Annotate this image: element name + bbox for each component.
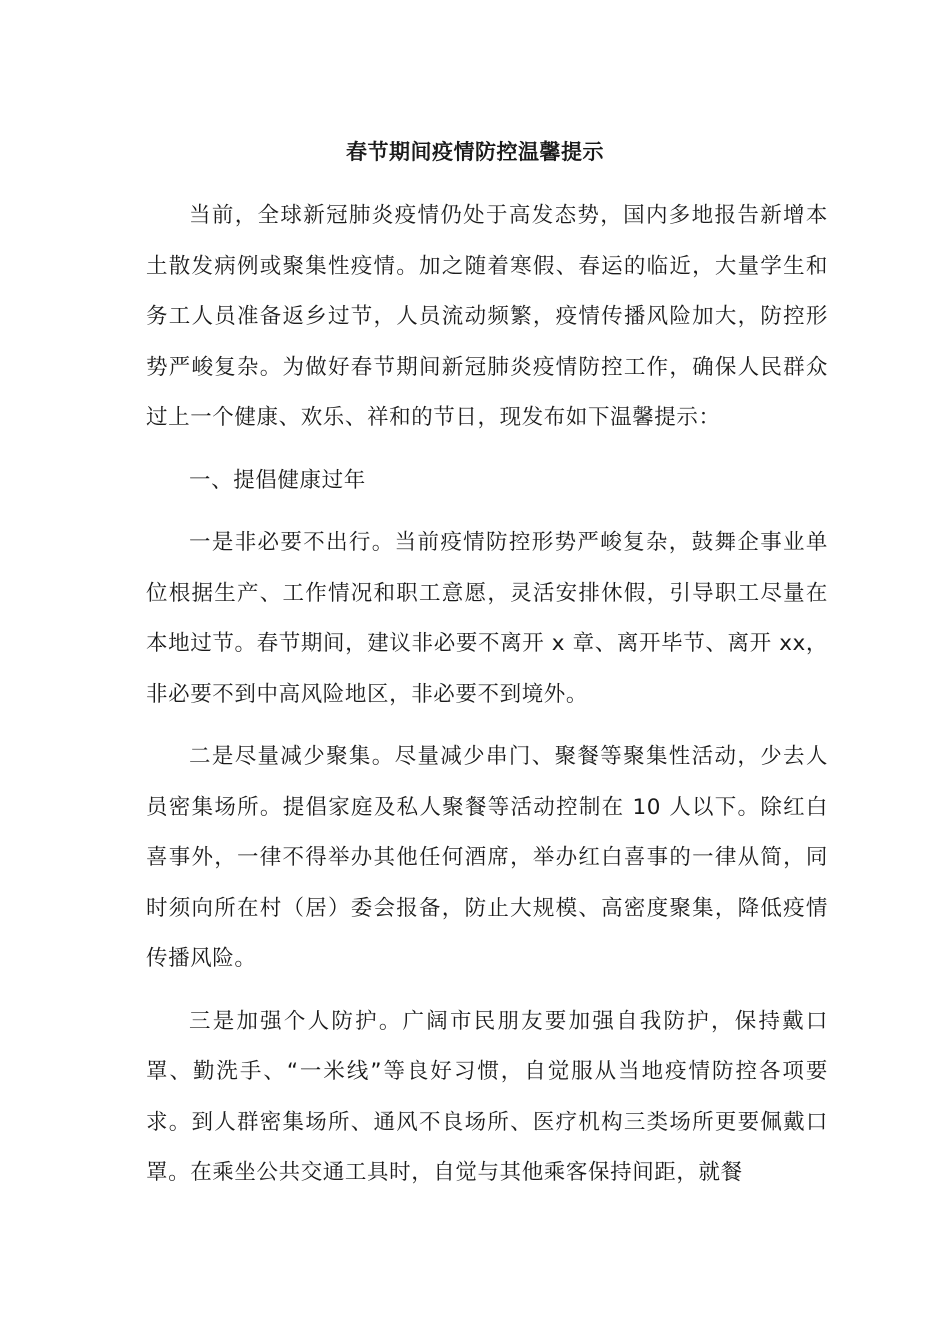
intro-paragraph: 当前，全球新冠肺炎疫情仍处于高发态势，国内多地报告新增本土散发病例或聚集性疫情。加之随着寒假、春运的临近，大量学生和务工人员准备返乡过节，人员流动频繁，疫情传播风险加大，防控形势严峻复杂。为做好春节期间新冠肺炎疫情防控工作，确保人民群众过上一个健康、欢乐、祥和的节日，现发布如下温馨提示： bbox=[146, 203, 828, 430]
paragraph-item-3: 三是加强个人防护。广阔市民朋友要加强自我防护，保持戴口罩、勤洗手、“一米线”等良好习惯，自觉服从当地疫情防控各项要求。到人群密集场所、通风不良场所、医疗机构三类场所更要佩戴口罩。在乘坐公共交通工具时，自觉与其他乘客保持间距，就餐 bbox=[146, 1008, 828, 1185]
document-title: 春节期间疫情防控温馨提示 bbox=[346, 140, 604, 164]
section-heading: 一、提倡健康过年 bbox=[189, 467, 366, 493]
paragraph-item-2: 二是尽量减少聚集。尽量减少串门、聚餐等聚集性活动，少去人员密集场所。提倡家庭及私人聚餐等活动控制在 10 人以下。除红白喜事外，一律不得举办其他任何酒席，举办红白喜事的一律从简，同时须向所在村（居）委会报备，防止大规模、高密度聚集，降低疫情传播风险。 bbox=[146, 744, 828, 971]
document-body bbox=[146, 191, 828, 1211]
paragraph-item-1: 一是非必要不出行。当前疫情防控形势严峻复杂，鼓舞企事业单位根据生产、工作情况和职工意愿，灵活安排休假，引导职工尽量在本地过节。春节期间，建议非必要不离开 x 章、离开毕节、离开 xx，非必要不到中高风险地区，非必要不到境外。 bbox=[146, 530, 828, 707]
